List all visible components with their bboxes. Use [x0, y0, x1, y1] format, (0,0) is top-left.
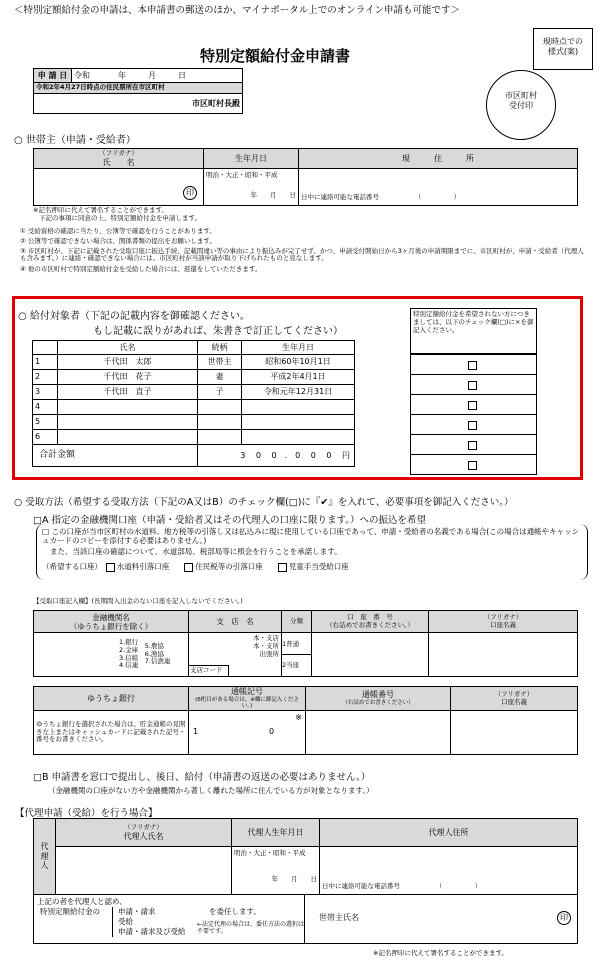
- year-text: 年: [118, 70, 126, 80]
- note-item: ④ 他の市区町村で特別定額給付金を受給した場合には、返還をしていただきます。: [20, 265, 262, 274]
- agent-title: 【代理申請（受給）を行う場合】: [15, 808, 158, 819]
- head-name-label: 世帯主氏名: [319, 913, 359, 922]
- head-address-field[interactable]: [299, 169, 578, 206]
- era-options: 明治・大正・昭和・平成: [206, 171, 278, 179]
- yucho-instructions: ゆうちょ銀行を選択された場合は、貯金通帳の見開き左上またはキャッシュカードに記載された記号・番号をお書きください。: [34, 711, 189, 755]
- agent-tel-field[interactable]: （ ）: [439, 882, 482, 891]
- agent-name-field[interactable]: [56, 847, 232, 895]
- seal-mark-icon: 印: [183, 186, 197, 200]
- notice: ＜特別定額給付金の申請は、本申請書の郵送のほか、マイナポータル上でのオンライン申請も可能です＞: [14, 5, 461, 16]
- tel-field[interactable]: （ ）: [418, 193, 461, 202]
- note-item: ③ 市区町村が、下記に記載された受取口座に振込手続、記載間違い等の事由により振込みが完了せず、かつ、申請受付開始日から3ヶ月後の申請期限までに、市区町村が、申請・受給者（代理人も含みます。）に連絡・確認できない場合には、市区町村が当該申請が取り下げられたものと見なします。: [20, 246, 584, 263]
- resident-tax-checkbox[interactable]: [184, 563, 193, 572]
- option-a-note2: また、当該口座の確認について、水道部局、税部局等に照会を行うことを承諾します。: [50, 547, 342, 556]
- head-name-field[interactable]: [369, 903, 576, 935]
- option-b-note: （金融機関の口座がない方や金融機関から著しく離れた場所に住んでいる方が対象となります。）: [48, 786, 374, 795]
- optout-note: 特別定額給付金を希望されない方につきましては、以下のチェック欄(□)に×を御記入ください。: [410, 308, 537, 354]
- account-name-header: （フリガナ） 口座名義: [429, 611, 578, 633]
- table-row: 2 千代田 花子 妻 平成2年4月1日: [33, 370, 355, 385]
- optout-checkbox-4[interactable]: [468, 421, 477, 430]
- col-birth: 生年月日: [242, 341, 355, 355]
- delegation-box: [33, 894, 578, 944]
- reception-seal: 市区町村 受付印: [486, 70, 556, 140]
- account-name-field[interactable]: [429, 633, 578, 677]
- target-table: [32, 340, 355, 467]
- yucho-number-header: 通帳番号: [362, 690, 394, 700]
- note-line: ※記名押印に代えて署名することができます。: [33, 206, 168, 214]
- table-row: 4: [33, 400, 355, 415]
- optout-checkboxes: [410, 354, 537, 475]
- bank-table: [33, 610, 578, 677]
- delegate-options: 申請・請求 受給 申請・請求及び受給: [112, 907, 186, 937]
- head-section-title: ○ 世帯主（申請・受給者）: [14, 135, 136, 146]
- table-row: 5: [33, 415, 355, 430]
- birth-label: 生年月日: [204, 149, 299, 169]
- head-name-field[interactable]: [34, 169, 204, 206]
- address-label: 現 住 所: [299, 149, 578, 169]
- branch-field[interactable]: 本・支店 本・支所 出張所 支店コード: [189, 633, 282, 677]
- agent-footnote: ※記名押印に代えて署名することができます。: [373, 949, 508, 957]
- note-line: 下記の事項に同意の上、特別定額給付金を申請します。: [39, 213, 201, 222]
- option-a-note1[interactable]: □ この口座が当市区町村の水道料、地方税等の引落し又は払込みに現に使用している口座であって、申請・受給者の名義である場合(この場合は通帳やキャッシュカードのコピーを添付する必要はありません。): [42, 527, 580, 545]
- total-value: 3 0 0 . 0 0 0 円: [240, 450, 350, 460]
- name-label: 氏 名: [102, 157, 135, 167]
- optout-checkbox-1[interactable]: [468, 361, 477, 370]
- delegate-note: ←法定代理の場合は、委任方法の選択は不要です。: [197, 921, 305, 936]
- branch-code-label: 支店コード: [189, 665, 229, 676]
- agent-birth-label: 代理人生年月日: [232, 819, 320, 847]
- resident-line: 令和2年4月27日時点の住民票所在市区町村: [34, 83, 243, 94]
- total-label: 合計金額: [39, 450, 76, 461]
- notes-list: [20, 228, 585, 274]
- draft-stamp-box: 現時点での 様式(案): [533, 28, 593, 70]
- agent-address-field[interactable]: 日中に連絡可能な電話番号 （ ）: [320, 847, 578, 895]
- agent-address-label: 代理人住所: [320, 819, 578, 847]
- yucho-name-header: （フリガナ） 口座名義: [451, 687, 578, 711]
- note-item: ② 公簿等で確認できない場合は、関係書類の提出をお願いします。: [20, 236, 216, 245]
- tel-label: 日中に連絡可能な電話番号: [301, 193, 379, 202]
- note-item: ① 受給資格の確認に当たり、公簿等で確認を行うことがあります。: [20, 227, 216, 235]
- account-number-header: 口 座 番 号 （右詰めでお書きください。）: [312, 611, 429, 633]
- yucho-code-header: 通帳記号: [231, 687, 263, 697]
- agent-name-label: 代理人氏名: [123, 831, 164, 841]
- month-text: 月: [148, 70, 156, 80]
- col-name: 氏名: [58, 341, 198, 355]
- option-b-title[interactable]: □B 申請書を窓口で提出し、後日、給付（申請書の返送の必要はありません。）: [33, 772, 371, 783]
- agent-table: 代 理 人 （フリガナ） 代理人氏名 代理人生年月日 代理人住所 明治・大正・昭和・平成 年 月 日 日中に連絡可能な電話番号 （ ）: [33, 818, 578, 895]
- application-date-block: [33, 68, 243, 114]
- col-relation: 続柄: [198, 341, 242, 355]
- type-header: 分類: [282, 611, 312, 633]
- option-a-choices: （希望する口座） 水道料引落口座 住民税等の引落口座 児童手当受給口座: [42, 562, 349, 571]
- yucho-name-field[interactable]: [451, 711, 578, 755]
- water-checkbox[interactable]: [106, 563, 115, 572]
- page-title: 特別定額給付金申請書: [200, 47, 351, 65]
- notes-block: [33, 207, 585, 223]
- furigana-label: （フリガナ）: [99, 148, 138, 157]
- bank-name-field[interactable]: 1.銀行 2.金庫 3.信組 4.信連 5.農協 6.漁協 7.信漁連: [34, 633, 189, 677]
- day-text: 日: [178, 70, 186, 80]
- optout-checkbox-5[interactable]: [468, 441, 477, 450]
- yucho-code-field[interactable]: 1 0 ※: [189, 711, 306, 755]
- branch-header: 支 店 名: [189, 611, 282, 633]
- target-heading: ○ 給付対象者（下記の記載内容を御確認ください。: [18, 311, 250, 322]
- seal-mark-icon: 印: [557, 911, 571, 925]
- date-field[interactable]: [72, 69, 243, 83]
- yucho-table: ゆうちょ銀行 通帳記号 (6桁目がある場合は、※欄に御記入ください。) 通帳番号 （右詰めでお書きください） （フリガナ） 口座名義 ゆうちょ銀行を選択された場合は、貯金通帳の見開き左上またはキャッシュカードに記載された記号・番号をお書きください。 1 0 ※: [33, 686, 578, 755]
- table-row: 1 千代田 太郎 世帯主 昭和60年10月1日: [33, 355, 355, 370]
- option-a-title[interactable]: □A 指定の金融機関口座（申請・受給者又はその代理人の口座に限ります。）への振込を希望: [33, 515, 426, 526]
- agent-side-label: 代 理 人: [34, 819, 56, 895]
- yucho-number-field[interactable]: [306, 711, 451, 755]
- agent-birth-field[interactable]: 明治・大正・昭和・平成 年 月 日: [232, 847, 320, 895]
- table-row: 6: [33, 430, 355, 445]
- head-table: [33, 148, 578, 206]
- delegate-line2: 特別定額給付金の: [40, 907, 100, 916]
- date-label: 申 請 日: [34, 69, 72, 83]
- receipt-title: ○ 受取方法（希望する受取方法（下記のA又はB）のチェック欄(□)に『✔』を入れて、必要事項を御記入ください。）: [14, 497, 514, 508]
- optout-checkbox-6[interactable]: [468, 461, 477, 470]
- head-birth-field[interactable]: 明治・大正・昭和・平成 年 月 日: [204, 169, 299, 206]
- yucho-header: ゆうちょ銀行: [34, 687, 189, 711]
- optout-checkbox-3[interactable]: [468, 401, 477, 410]
- optout-checkbox-2[interactable]: [468, 381, 477, 390]
- delegate-line3: を委任します。: [209, 907, 261, 916]
- target-subheading: もし記載に誤りがあれば、朱書きで訂正してください）: [93, 326, 343, 337]
- account-number-field[interactable]: [312, 633, 429, 677]
- child-allowance-checkbox[interactable]: [278, 563, 287, 572]
- account-type-field[interactable]: 1普通 2当座: [282, 633, 312, 677]
- era-text: 令和: [74, 70, 90, 80]
- bank-name-header: 金融機関名 （ゆうちょ銀行を除く）: [34, 611, 189, 633]
- option-a-note: [42, 527, 582, 572]
- delegate-line1: 上記の者を代理人と認め、: [37, 897, 127, 906]
- bank-title: 【受取口座記入欄】(長期間入出金のない口座を記入しないでください。): [33, 597, 243, 605]
- mayor-line: 市区町村長殿: [34, 94, 243, 114]
- table-row: 3 千代田 直子 子 令和元年12月31日: [33, 385, 355, 400]
